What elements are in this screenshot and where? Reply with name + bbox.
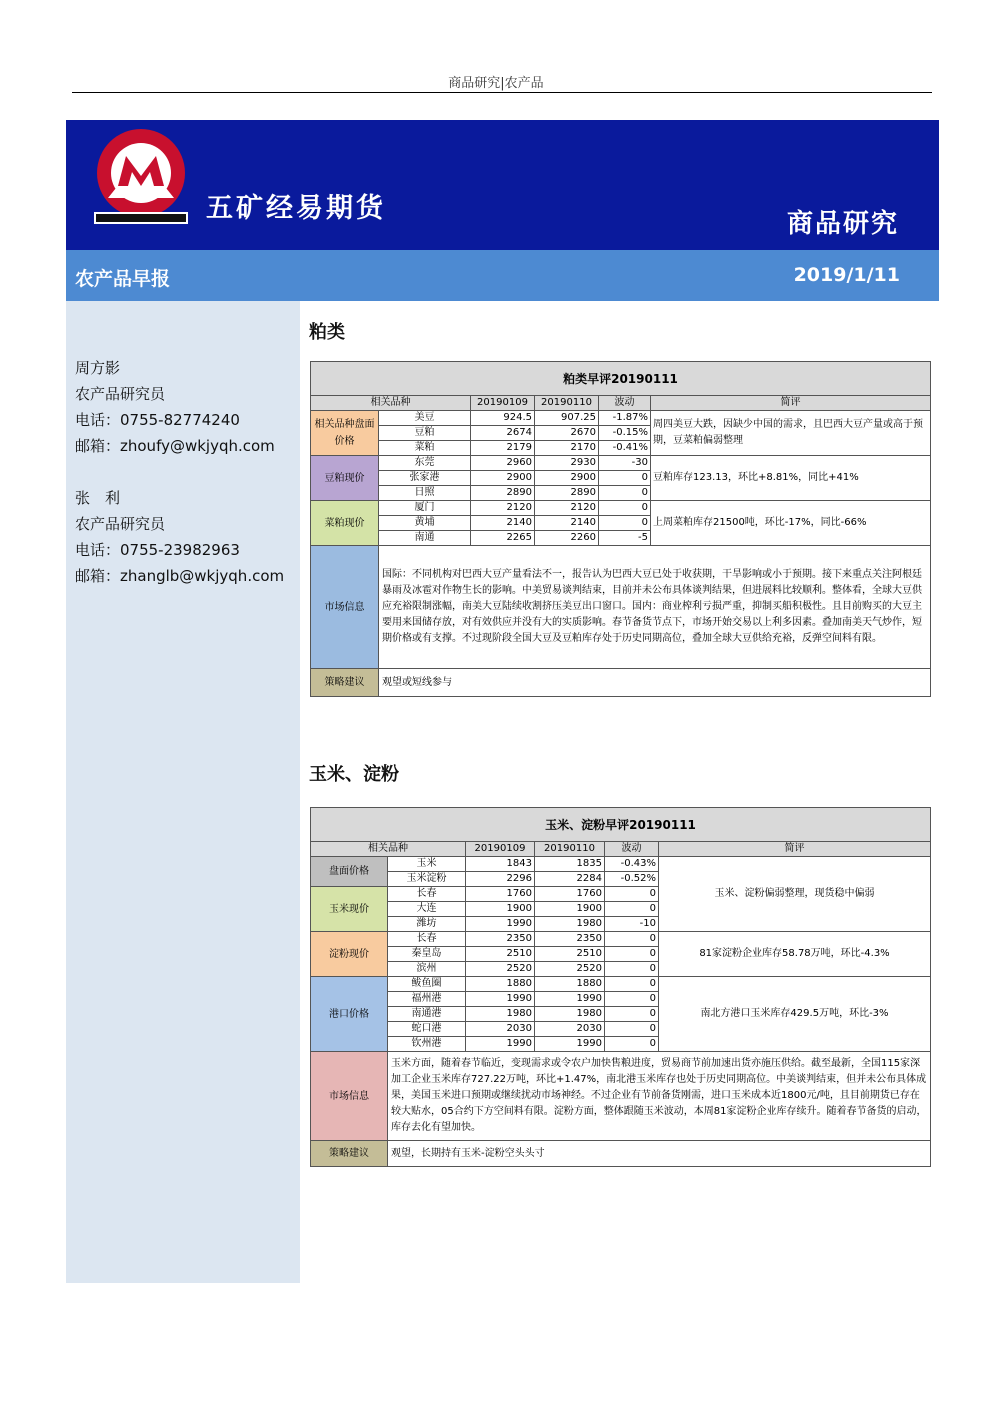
- header-divider: [72, 92, 932, 93]
- table-title: 粕类早评20190111: [311, 362, 931, 396]
- value-cell: 2960: [471, 456, 535, 471]
- value-cell: 924.5: [471, 411, 535, 426]
- value-cell: 2890: [471, 486, 535, 501]
- value-cell: 907.25: [535, 411, 599, 426]
- value-cell: 1980: [535, 1007, 605, 1022]
- value-cell: 2140: [535, 516, 599, 531]
- strategy-label: 策略建议: [311, 669, 379, 697]
- author-phone: 电话：0755-82774240: [75, 411, 240, 429]
- section-title-corn: 玉米、淀粉: [309, 764, 399, 785]
- variety-cell: 南通港: [388, 1007, 466, 1022]
- change-cell: -0.41%: [599, 441, 651, 456]
- value-cell: 1760: [466, 887, 535, 902]
- company-logo: [88, 128, 194, 228]
- report-date: 2019/1/11: [793, 264, 900, 286]
- variety-cell: 滨州: [388, 962, 466, 977]
- page-header-text: 商品研究|农产品: [448, 76, 544, 91]
- change-cell: 0: [605, 977, 659, 992]
- variety-cell: 福州港: [388, 992, 466, 1007]
- strategy-label: 策略建议: [311, 1141, 388, 1167]
- value-cell: 2350: [466, 932, 535, 947]
- variety-cell: 玉米: [388, 857, 466, 872]
- col-header: 20190110: [535, 842, 605, 857]
- variety-cell: 大连: [388, 902, 466, 917]
- author-2: [75, 485, 284, 589]
- author-title: 农产品研究员: [75, 385, 166, 403]
- change-cell: 0: [599, 501, 651, 516]
- comment-cell: 南北方港口玉米库存429.5万吨，环比-3%: [659, 977, 931, 1052]
- variety-cell: 南通: [379, 531, 471, 546]
- report-name: 农产品早报: [75, 268, 171, 290]
- value-cell: 2170: [535, 441, 599, 456]
- change-cell: -30: [599, 456, 651, 471]
- col-header: 20190109: [466, 842, 535, 857]
- change-cell: 0: [605, 992, 659, 1007]
- value-cell: 2296: [466, 872, 535, 887]
- variety-cell: 蛇口港: [388, 1022, 466, 1037]
- market-text: 国际：不同机构对巴西大豆产量看法不一，报告认为巴西大豆已处于收获期，干旱影响或小于预期。接下来重点关注阿根廷暴雨及冰雹对作物生长的影响。中美贸易谈判结束，目前并未公布具体谈判结果，但进展料比较顺利。整体看，全球大豆供应充裕限制涨幅，南美大豆陆续收割挤压美豆出口窗口。国内：商业榨利亏损严重，抑制买船积极性。且目前购买的大豆主要用来国储存放，对有效供应并没有大的实质影响。春节备货节点下，市场开始交易以上利多因素。叠加南美天气炒作，短期价格或有支撑。不过现阶段全国大豆及豆粕库存处于历史同期高位，叠加全球大豆供给充裕，反弹空间料有限。: [379, 546, 931, 669]
- category-cell: 玉米现价: [311, 887, 388, 932]
- variety-cell: 鲅鱼圈: [388, 977, 466, 992]
- author-phone: 电话：0755-23982963: [75, 541, 240, 559]
- value-cell: 2265: [471, 531, 535, 546]
- comment-cell: 豆粕库存123.13，环比+8.81%，同比+41%: [651, 456, 931, 501]
- author-name: 周方影: [75, 359, 121, 377]
- variety-cell: 张家港: [379, 471, 471, 486]
- value-cell: 2670: [535, 426, 599, 441]
- value-cell: 1980: [466, 1007, 535, 1022]
- comment-cell: 周四美豆大跌，因缺少中国的需求，且巴西大豆产量或高于预期，豆菜粕偏弱整理: [651, 411, 931, 456]
- value-cell: 1990: [466, 992, 535, 1007]
- change-cell: 0: [599, 516, 651, 531]
- variety-cell: 长春: [388, 887, 466, 902]
- category-cell: 港口价格: [311, 977, 388, 1052]
- change-cell: 0: [605, 1037, 659, 1052]
- change-cell: 0: [605, 887, 659, 902]
- variety-cell: 美豆: [379, 411, 471, 426]
- author-email[interactable]: 邮箱：zhoufy@wkjyqh.com: [75, 437, 275, 455]
- value-cell: 1980: [535, 917, 605, 932]
- table-title: 玉米、淀粉早评20190111: [311, 808, 931, 842]
- col-header: 20190110: [535, 396, 599, 411]
- value-cell: 2120: [535, 501, 599, 516]
- value-cell: 2930: [535, 456, 599, 471]
- variety-cell: 日照: [379, 486, 471, 501]
- category-cell: 淀粉现价: [311, 932, 388, 977]
- value-cell: 2900: [535, 471, 599, 486]
- comment-cell: 上周菜粕库存21500吨，环比-17%，同比-66%: [651, 501, 931, 546]
- value-cell: 2140: [471, 516, 535, 531]
- change-cell: -0.43%: [605, 857, 659, 872]
- value-cell: 2510: [535, 947, 605, 962]
- comment-cell: 玉米、淀粉偏弱整理，现货稳中偏弱: [659, 857, 931, 932]
- change-cell: 0: [605, 932, 659, 947]
- banner-title: 商品研究: [786, 209, 899, 239]
- change-cell: 0: [599, 471, 651, 486]
- change-cell: -5: [599, 531, 651, 546]
- market-label: 市场信息: [311, 1052, 388, 1141]
- value-cell: 2030: [535, 1022, 605, 1037]
- value-cell: 1990: [535, 1037, 605, 1052]
- col-header: 20190109: [471, 396, 535, 411]
- value-cell: 2674: [471, 426, 535, 441]
- company-name: 五矿经易期货: [206, 193, 386, 224]
- variety-cell: 秦皇岛: [388, 947, 466, 962]
- value-cell: 1880: [466, 977, 535, 992]
- value-cell: 2350: [535, 932, 605, 947]
- section-title-meal: 粕类: [309, 322, 345, 343]
- value-cell: 2284: [535, 872, 605, 887]
- change-cell: -0.52%: [605, 872, 659, 887]
- change-cell: 0: [605, 947, 659, 962]
- value-cell: 1880: [535, 977, 605, 992]
- strategy-text: 观望或短线参与: [379, 669, 931, 697]
- variety-cell: 黄埔: [379, 516, 471, 531]
- col-header: 简评: [659, 842, 931, 857]
- value-cell: 2120: [471, 501, 535, 516]
- variety-cell: 豆粕: [379, 426, 471, 441]
- col-header: 相关品种: [311, 842, 466, 857]
- col-header: 波动: [599, 396, 651, 411]
- variety-cell: 东莞: [379, 456, 471, 471]
- comment-cell: 81家淀粉企业库存58.78万吨，环比-4.3%: [659, 932, 931, 977]
- change-cell: 0: [599, 486, 651, 501]
- value-cell: 2260: [535, 531, 599, 546]
- change-cell: -10: [605, 917, 659, 932]
- col-header: 波动: [605, 842, 659, 857]
- strategy-text: 观望，长期持有玉米-淀粉空头头寸: [388, 1141, 931, 1167]
- change-cell: -0.15%: [599, 426, 651, 441]
- value-cell: 2179: [471, 441, 535, 456]
- value-cell: 2520: [466, 962, 535, 977]
- value-cell: 2030: [466, 1022, 535, 1037]
- change-cell: 0: [605, 962, 659, 977]
- value-cell: 1835: [535, 857, 605, 872]
- variety-cell: 菜粕: [379, 441, 471, 456]
- market-text: 玉米方面，随着春节临近，变现需求或令农户加快售粮进度，贸易商节前加速出货亦施压供给。截至最新，全国115家深加工企业玉米库存727.22万吨，环比+1.47%，南北港玉米库存也处于历史同期高位。中美谈判结束，但并未公布具体成果，美国玉米进口预期或继续扰动市场神经。不过企业有节前备货刚需，进口玉米成本近1800元/吨，且目前期货已存在较大贴水，05合约下方空间料有限。淀粉方面，整体跟随玉米波动，本周81家淀粉企业库存续升。随着春节备货的启动，库存去化有望加快。: [388, 1052, 931, 1141]
- variety-cell: 钦州港: [388, 1037, 466, 1052]
- col-header: 简评: [651, 396, 931, 411]
- col-header: 相关品种: [311, 396, 471, 411]
- category-cell: 豆粕现价: [311, 456, 379, 501]
- change-cell: 0: [605, 902, 659, 917]
- category-cell: 盘面价格: [311, 857, 388, 887]
- author-email[interactable]: 邮箱：zhanglb@wkjyqh.com: [75, 567, 285, 585]
- value-cell: 1843: [466, 857, 535, 872]
- value-cell: 2890: [535, 486, 599, 501]
- value-cell: 2520: [535, 962, 605, 977]
- value-cell: 2900: [471, 471, 535, 486]
- value-cell: 1990: [466, 917, 535, 932]
- author-1: [75, 355, 275, 459]
- category-cell: 菜粕现价: [311, 501, 379, 546]
- meal-table: [310, 361, 931, 697]
- value-cell: 1990: [535, 992, 605, 1007]
- change-cell: -1.87%: [599, 411, 651, 426]
- value-cell: 1900: [535, 902, 605, 917]
- variety-cell: 潍坊: [388, 917, 466, 932]
- author-name: 张 利: [75, 489, 121, 507]
- category-cell: 相关品种盘面价格: [311, 411, 379, 456]
- variety-cell: 玉米淀粉: [388, 872, 466, 887]
- variety-cell: 厦门: [379, 501, 471, 516]
- value-cell: 1760: [535, 887, 605, 902]
- corn-table: [310, 807, 931, 1167]
- value-cell: 1900: [466, 902, 535, 917]
- market-label: 市场信息: [311, 546, 379, 669]
- value-cell: 1990: [466, 1037, 535, 1052]
- value-cell: 2510: [466, 947, 535, 962]
- change-cell: 0: [605, 1007, 659, 1022]
- author-title: 农产品研究员: [75, 515, 166, 533]
- variety-cell: 长春: [388, 932, 466, 947]
- change-cell: 0: [605, 1022, 659, 1037]
